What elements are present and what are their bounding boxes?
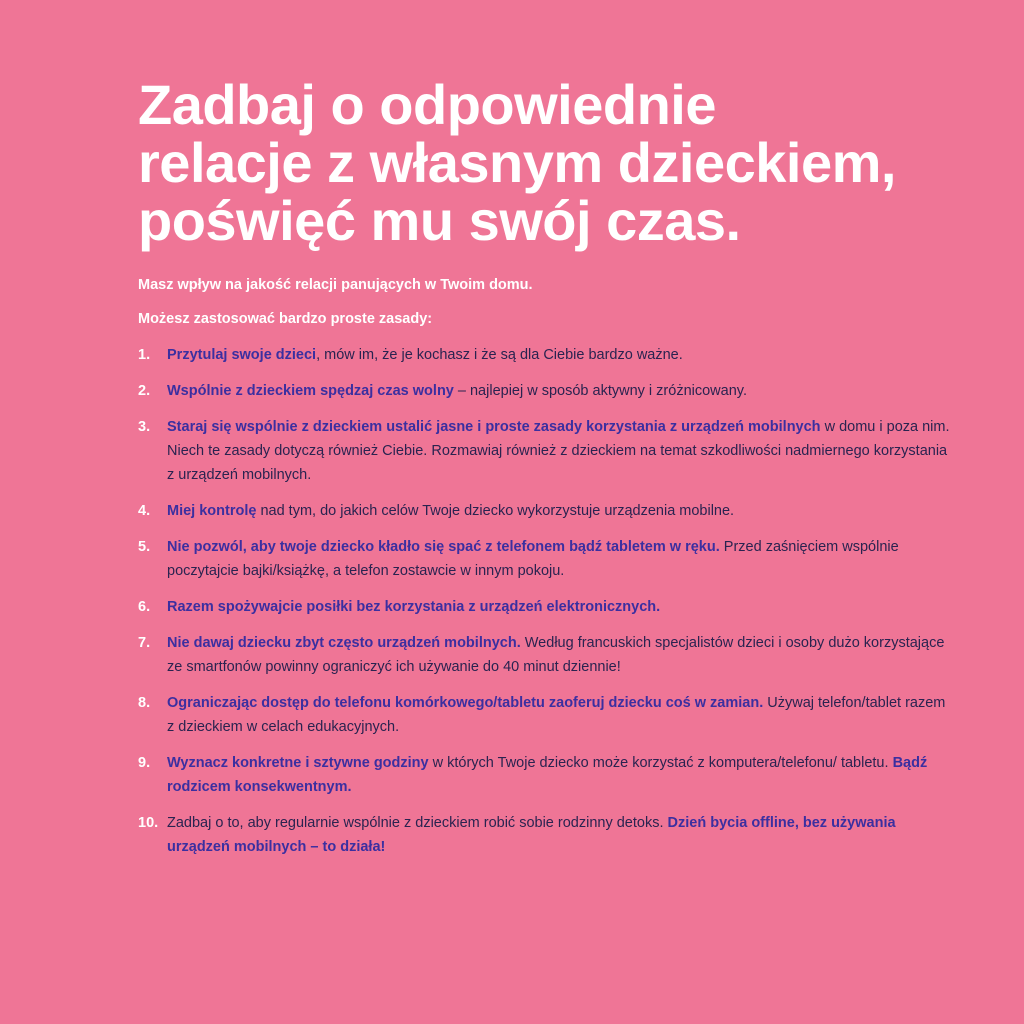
rule-number: 9. [138,755,151,771]
rule-text: nad tym, do jakich celów Twoje dziecko wykorzystuje urządzenia mobilne. [256,503,735,519]
rule-item-5 [138,535,954,583]
intro-text-2: Możesz zastosować bardzo proste zasady: [138,311,433,327]
page-title [138,73,954,252]
rule-text: Zadbaj o to, aby regularnie wspólnie z dzieckiem robić sobie rodzinny detoks. [167,815,668,831]
rule-item-6 [138,595,954,619]
rule-text: Według francuskich specjalistów dzieci i osoby dużo korzystające ze smartfonów powinny ograniczyć ich używanie do 40 minut dziennie! [167,635,945,675]
rule-highlight: Wyznacz konkretne i sztywne godziny [167,755,429,771]
rule-number: 4. [138,503,151,519]
rule-highlight: Miej kontrolę [167,503,257,519]
rules-list [138,343,954,859]
rule-text: w których Twoje dziecko może korzystać z komputera/telefonu/ tabletu. [428,755,893,771]
rule-text: Przed zaśnięciem wspólnie poczytajcie bajki/książkę, a telefon zostawcie w innym pokoju. [167,539,899,579]
rule-text: Używaj telefon/tablet razem z dzieckiem w celach edukacyjnych. [167,695,946,735]
rule-number: 1. [138,347,151,363]
title-line-1: Zadbaj o odpowiednie [138,73,716,136]
rule-text: – najlepiej w sposób aktywny i zróżnicowany. [453,383,747,399]
rule-text: , mów im, że je kochasz i że są dla Ciebie bardzo ważne. [316,347,683,363]
rule-item-7 [138,631,954,679]
rule-number: 10. [138,815,159,831]
rule-item-10 [138,811,954,859]
rule-number: 7. [138,635,151,651]
rule-item-1 [138,343,954,367]
intro-text-1: Masz wpływ na jakość relacji panujących w Twoim domu. [138,277,533,293]
rule-item-3 [138,415,954,487]
title-line-2: relacje z własnym dzieckiem, [138,131,896,194]
rule-highlight: Staraj się wspólnie z dzieckiem ustalić jasne i proste zasady korzystania z urządzeń mobilnych [167,419,821,435]
rule-number: 8. [138,695,151,711]
rule-item-4 [138,499,954,523]
rule-item-2 [138,379,954,403]
title-line-3: poświęć mu swój czas. [138,189,741,252]
rule-highlight-secondary: Bądź rodzicem konsekwentnym. [167,755,928,795]
rule-number: 5. [138,539,151,555]
rule-number: 2. [138,383,151,399]
rule-number: 3. [138,419,151,435]
rule-text: w domu i poza nim. Niech te zasady dotyczą również Ciebie. Rozmawiaj również z dzieckiem na temat szkodliwości nadmiernego korzystania z urządzeń mobilnych. [167,419,950,483]
rule-highlight: Wspólnie z dzieckiem spędzaj czas wolny [167,383,454,399]
rule-number: 6. [138,599,151,615]
rule-item-8 [138,691,954,739]
rule-highlight: Nie dawaj dziecku zbyt często urządzeń mobilnych. [167,635,521,651]
rule-highlight-secondary: Dzień bycia offline, bez używania urządzeń mobilnych – to działa! [167,815,896,855]
rule-highlight: Razem spożywajcie posiłki bez korzystania z urządzeń elektronicznych. [167,599,661,615]
rule-highlight: Nie pozwól, aby twoje dziecko kładło się spać z telefonem bądź tabletem w ręku. [167,539,720,555]
rule-item-9 [138,751,954,799]
rule-highlight: Ograniczając dostęp do telefonu komórkowego/tabletu zaoferuj dziecku coś w zamian. [167,695,764,711]
rule-highlight: Przytulaj swoje dzieci [167,347,317,363]
